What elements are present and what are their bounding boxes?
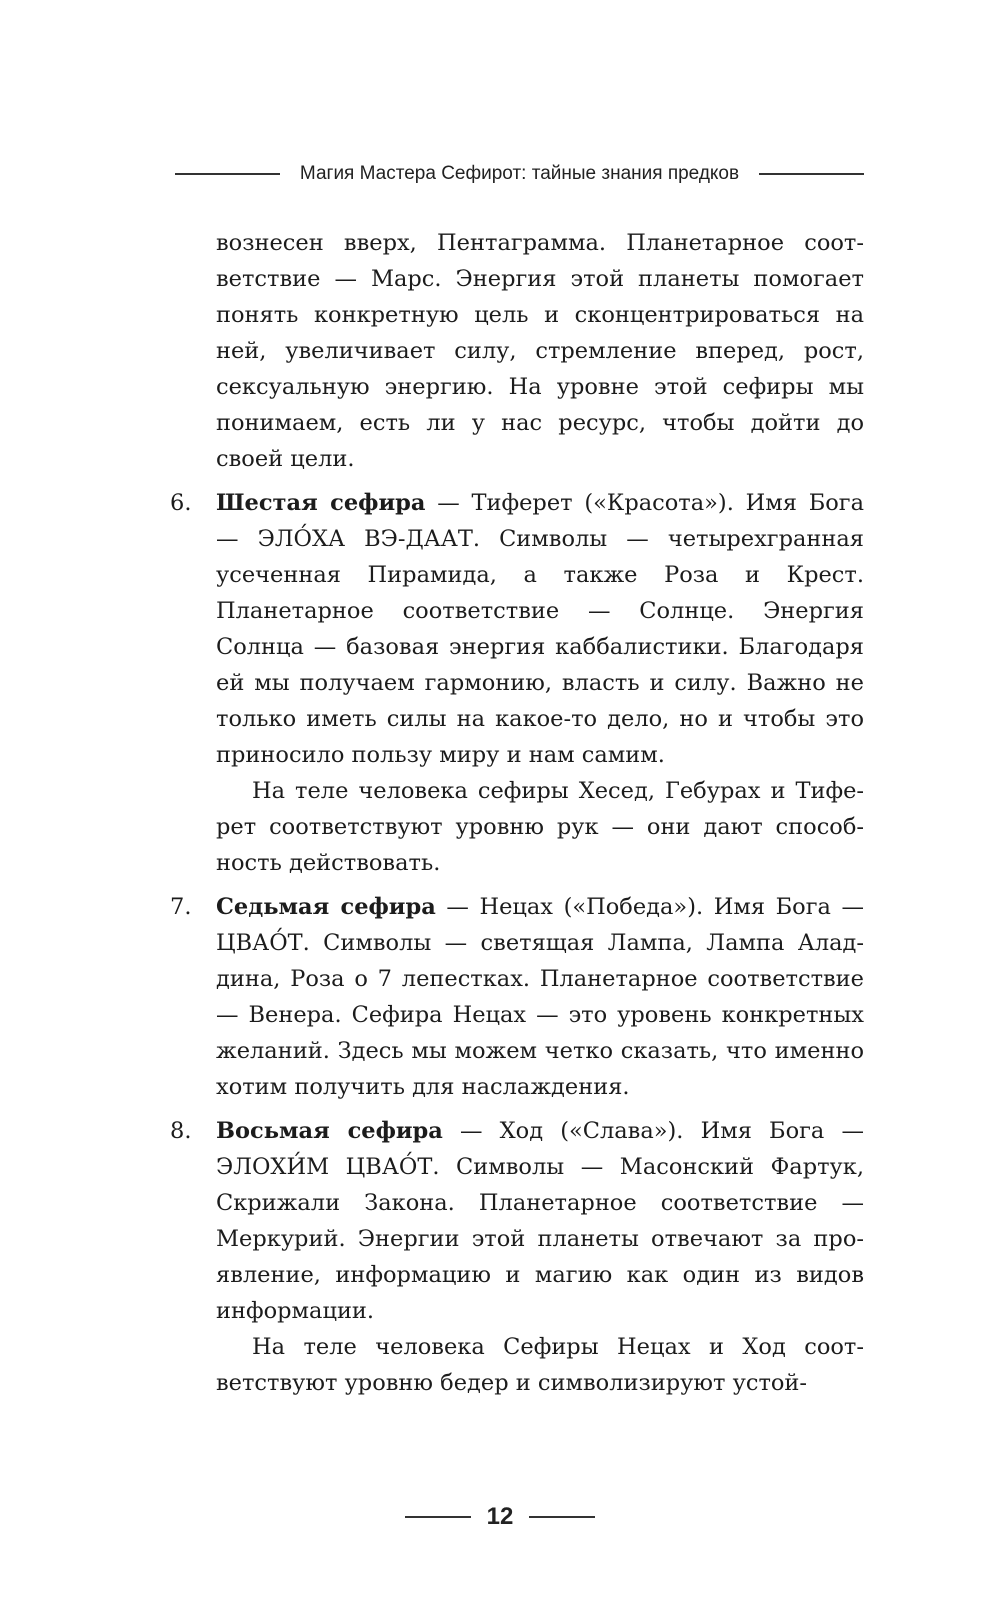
sefira-description: — Ход («Слава»). Имя Бога — ЭЛОХИ́М ЦВАО́Т. Символы — Масонский Фартук, Скрижали Закона. Планетарное соответствие — Меркурий. Энергии этой планеты отвечают за проявление, информацию и магию как один из видов информации.	[216, 1118, 864, 1324]
page-footer	[0, 1503, 1000, 1531]
sefira-description: — Нецах («Победа»). Имя Бога — ЦВАО́Т. Символы — светящая Лампа, Лампа Аладдина, Роза о 7 лепестках. Планетарное соответствие — Венера. Сефира Нецах — это уровень конкретных желаний. Здесь мы можем четко сказать, что именно хотим получить для наслаждения.	[216, 894, 864, 1100]
list-item-7	[170, 889, 864, 1105]
list-number: 6.	[170, 490, 192, 516]
list-item-8	[170, 1113, 864, 1401]
continuation-paragraph: вознесен вверх, Пентаграмма. Планетарное соответствие — Марс. Энергия этой планеты помогает понять конкретную цель и сконцентрироваться на ней, увеличивает силу, стремление вперед, рост, сексуальную энергию. На уровне этой сефиры мы понимаем, есть ли у нас ресурс, чтобы дойти до своей цели.	[216, 230, 864, 472]
header-rule-left	[175, 173, 280, 175]
list-item-text	[216, 1113, 864, 1329]
list-number: 8.	[170, 1118, 192, 1144]
running-header	[175, 163, 864, 185]
list-item-text	[216, 485, 864, 773]
list-item-6	[170, 485, 864, 881]
sefira-term: Седьмая сефира	[216, 894, 436, 920]
list-item-text	[216, 889, 864, 1105]
footer-rule-right	[529, 1516, 595, 1518]
body-note: На теле человека сефиры Хесед, Гебурах и Тиферет соответствуют уровню рук — они дают способность действовать.	[216, 778, 864, 876]
header-title: Магия Мастера Сефирот: тайные знания предков	[299, 163, 740, 184]
sefira-term: Шестая сефира	[216, 490, 426, 516]
footer-rule-left	[405, 1516, 471, 1518]
body-text	[170, 225, 864, 1401]
header-rule-right	[759, 173, 864, 175]
sefira-term: Восьмая сефира	[216, 1118, 443, 1144]
body-note: На теле человека Сефиры Нецах и Ход соответствуют уровню бедер и символизируют устой-	[216, 1334, 864, 1396]
list-number: 7.	[170, 894, 192, 920]
continuation-block	[170, 225, 864, 477]
page-number: 12	[486, 1503, 514, 1530]
sefira-description: — Тиферет («Красота»). Имя Бога — ЭЛО́ХА ВЭ-ДААТ. Символы — четырехгранная усеченная Пирамида, а также Роза и Крест. Планетарное соответствие — Солнце. Энергия Солнца — базовая энергия каббалистики. Благодаря ей мы получаем гармонию, власть и силу. Важно не только иметь силы на какое-то дело, но и чтобы это приносило пользу миру и нам самим.	[216, 490, 864, 768]
